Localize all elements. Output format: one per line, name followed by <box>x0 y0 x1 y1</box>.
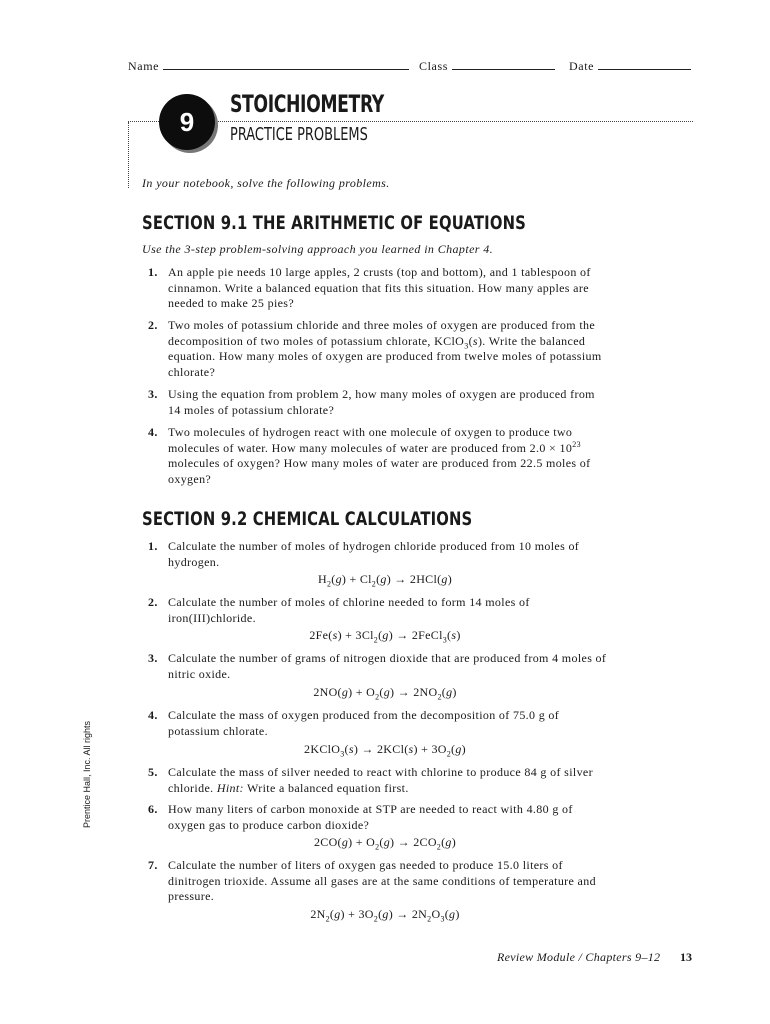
problem-text: Calculate the mass of silver needed to react with chlorine to produce 84 g of silver chloride. Hint: Write a balanced equation first. <box>168 765 593 795</box>
problem-number: 1. <box>148 539 158 553</box>
problem-9-2-5 <box>148 765 608 796</box>
problem-9-2-3 <box>148 651 608 682</box>
problem-number: 7. <box>148 858 158 872</box>
chapter-number-badge: 9 <box>159 94 215 150</box>
problem-number: 4. <box>148 425 158 439</box>
problem-number: 4. <box>148 708 158 722</box>
problem-text: Two moles of potassium chloride and three moles of oxygen are produced from the decomposition of two moles of potassium chlorate, KClO$_3$(s). Write the balanced equation. How many moles of oxygen are produced from twelve moles of potassium chlorate? <box>168 318 602 379</box>
section-9-1-note: Use the 3-step problem-solving approach you learned in Chapter 4. <box>142 242 494 256</box>
problem-text: Calculate the number of moles of chlorine needed to form 14 moles of iron(III)chloride. <box>168 595 530 625</box>
problem-number: 3. <box>148 387 158 401</box>
problem-text: Calculate the number of grams of nitrogen dioxide that are produced from 4 moles of nitric oxide. <box>168 651 607 681</box>
equation-9-2-2: $2Fe(s) + 3Cl_2(g)$ → 2FeCl$_3$(s) <box>309 628 461 645</box>
problem-number: 3. <box>148 651 158 665</box>
problem-text: Two molecules of hydrogen react with one molecule of oxygen to produce two molecules of water. How many molecules of water are produced from $2.0 \times 10^{23}$ molecules of oxygen? How many moles of water are produced from 22.5 moles of oxygen? <box>168 425 591 486</box>
equation-9-2-7: $2N_2(g) + 3O_2(g) \to 2N_2O_3(g)$ <box>310 907 460 924</box>
problem-9-1-2 <box>148 318 608 380</box>
problem-9-2-6 <box>148 802 608 833</box>
problem-text: Calculate the number of liters of oxygen gas needed to produce 15.0 liters of dinitrogen trioxide. Assume all gases are at the same conditions of temperature and pressure. <box>168 858 596 903</box>
class-label: Class <box>419 59 449 73</box>
section-9-2-heading: SECTION 9.2 CHEMICAL CALCULATIONS <box>142 508 473 530</box>
problem-9-2-1 <box>148 539 608 570</box>
problem-9-2-2 <box>148 595 608 626</box>
date-field <box>569 59 691 74</box>
problem-number: 6. <box>148 802 158 816</box>
problem-number: 5. <box>148 765 158 779</box>
problem-number: 1. <box>148 265 158 279</box>
problem-number: 2. <box>148 318 158 332</box>
name-blank <box>163 59 409 70</box>
problem-text: Calculate the number of moles of hydrogen chloride produced from 10 moles of hydrogen. <box>168 539 580 569</box>
class-blank <box>452 59 555 70</box>
dotted-rule-vertical <box>128 122 129 188</box>
date-label: Date <box>569 59 595 73</box>
page-number: 13 <box>680 950 692 964</box>
section-9-1-heading: SECTION 9.1 THE ARITHMETIC OF EQUATIONS <box>142 212 526 234</box>
chapter-subtitle: PRACTICE PROBLEMS <box>230 124 368 145</box>
problem-9-2-4 <box>148 708 608 739</box>
problem-text: Using the equation from problem 2, how many moles of oxygen are produced from 14 moles of potassium chlorate? <box>168 387 595 417</box>
date-blank <box>598 59 691 70</box>
problem-text: An apple pie needs 10 large apples, 2 crusts (top and bottom), and 1 tablespoon of cinnamon. Write a balanced equation that fits this situation. How many apples are needed to make 25 pies? <box>168 265 591 310</box>
problem-9-2-7 <box>148 858 608 905</box>
problem-9-1-3 <box>148 387 608 418</box>
copyright-side-credit: Prentice Hall, Inc. All rights <box>82 720 92 828</box>
problem-text: How many liters of carbon monoxide at STP are needed to react with 4.80 g of oxygen gas to produce carbon dioxide? <box>168 802 573 832</box>
problem-9-1-1 <box>148 265 608 312</box>
name-label: Name <box>128 59 160 73</box>
class-field <box>419 59 555 74</box>
intro-text: In your notebook, solve the following problems. <box>142 176 390 190</box>
problem-text: Calculate the mass of oxygen produced from the decomposition of 75.0 g of potassium chlorate. <box>168 708 560 738</box>
name-field <box>128 59 409 74</box>
chapter-title: STOICHIOMETRY <box>230 90 384 118</box>
equation-9-2-3: $2NO(g) + O_2(g) \to 2NO_2(g)$ <box>313 685 457 702</box>
equation-9-2-4: 2KClO$_3$(s) → $2KCl(s) + 3O_2(g)$ <box>304 742 466 759</box>
problem-number: 2. <box>148 595 158 609</box>
problem-9-1-4 <box>148 425 608 487</box>
footer-module-label: Review Module / Chapters 9–12 <box>497 950 661 964</box>
equation-9-2-6: $2CO(g) + O_2(g) \to 2CO_2(g)$ <box>313 835 457 852</box>
equation-9-2-1: $H_2(g) + Cl_2(g) \to 2HCl(g)$ <box>317 572 453 589</box>
